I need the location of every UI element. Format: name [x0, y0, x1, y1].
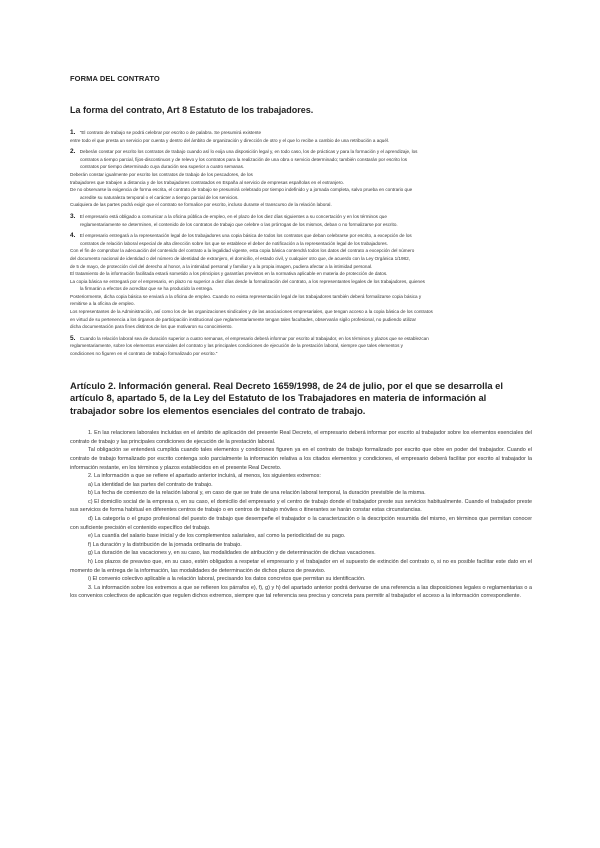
paragraph-4	[70, 232, 532, 240]
paragraph-number: 5.	[70, 334, 76, 342]
paragraph-2	[70, 148, 532, 156]
page-subtitle: La forma del contrato, Art 8 Estatuto de los trabajadores.	[70, 105, 314, 115]
text-line: acredite su naturaleza temporal o el carácter a tiempo parcial de los servicios.	[80, 194, 239, 200]
article-2-paragraph-1b: Tal obligación se entenderá cumplida cuando tales elementos y condiciones figuren ya en el contrato de trabajo formalizado por escrito que obre en poder del trabajador. Cuando el contrato de trabajo formalizado por escrito contenga solo parcialmente la información relativa a los citados elementos y condiciones, el empresario deberá facilitar por escrito al trabajador la información restante, en los términos y plazos establecidos en el presente Real Decreto.	[70, 447, 532, 471]
text-line: De no observarse la exigencia de forma escrita, el contrato de trabajo se presumirá celebrado por tiempo indefinido y a jornada completa, salvo prueba en contrario que	[70, 187, 413, 193]
article-2-paragraph-2: 2. La información a que se refiere el apartado anterior incluirá, al menos, los siguientes extremos:	[88, 473, 321, 480]
list-item-c: c) El domicilio social de la empresa o, en su caso, el domicilio del empresario y el centro de trabajo donde el trabajador preste sus servicios habitualmente. Cuando el trabajador preste sus servicios de forma habitual en diferentes centros de trabajo o en centros de trabajo móviles o itinerantes se harán constar estas circunstancias.	[70, 498, 532, 514]
article-2-paragraph-3: 3. La información sobre los extremos a que se refieren los párrafos e), f), g) y h) del apartado anterior podrá derivarse de una referencia a las disposiciones legales o reglamentarias o a los convenios colectivos de aplicación que regulen dichos extremos, siempre que tal referencia sea precisa y concreta para permitir al trabajador el acceso a la información correspondiente.	[70, 584, 532, 600]
text-line: Con el fin de comprobar la adecuación del contenido del contrato a la legalidad vigente, esta copia básica contendrá todos los datos del contrato a excepción del número	[70, 248, 415, 254]
text-line: Cuando la relación laboral sea de duración superior a cuatro semanas, el empresario deberá informar por escrito al trabajador, en los términos y plazos que se establezcan	[79, 335, 429, 341]
text-line: El empresario está obligado a comunicar a la oficina pública de empleo, en el plazo de los diez días siguientes a su concertación y en los términos que	[79, 213, 387, 219]
article-2-block	[70, 429, 532, 601]
list-item-g: g) La duración de las vacaciones y, en su caso, las modalidades de atribución y de determinación de dichas vacaciones.	[88, 550, 376, 557]
text-line: contratos de relación laboral especial de alta dirección sobre los que se establece el deber de notificación a la representación legal de los trabajadores.	[80, 240, 388, 246]
text-line: condiciones no figuren en el contrato de trabajo formalizado por escrito."	[70, 351, 218, 357]
paragraph-number: 4.	[70, 232, 76, 240]
text-line: contratos por tiempo determinado cuya duración sea superior a cuatro semanas.	[80, 164, 245, 170]
text-line: Posteriormente, dicha copia básica se enviará a la oficina de empleo. Cuando no exista representación legal de los trabajadores también deberá formalizarse copia básica y	[70, 293, 422, 299]
list-item-a: a) La identidad de las partes del contrato de trabajo.	[88, 481, 213, 488]
text-line: de 5 de mayo, de protección civil del derecho al honor, a la intimidad personal y familiar y a la propia imagen, pudiera afectar a la intimidad personal.	[70, 263, 373, 269]
document-page	[70, 74, 532, 601]
list-item-b: b) La fecha de comienzo de la relación laboral y, en caso de que se trate de una relación laboral temporal, la duración previsible de la misma.	[88, 490, 426, 497]
text-line: la firmarán a efectos de acreditar que se ha producido la entrega.	[80, 286, 214, 292]
paragraph-number: 2.	[70, 148, 76, 156]
text-line: trabajadores que trabajen a distancia y de los trabajadores contratados en España al servicio de empresas españolas en el extranjero.	[70, 179, 345, 185]
text-line: reglamentariamente se determinen, el contenido de los contratos de trabajo que celebre o las prórrogas de los mismos, deban o no formalizarse por escrito.	[80, 221, 398, 227]
list-item-i: i) El convenio colectivo aplicable a la relación laboral, precisando los datos concretos que permitan su identificación.	[88, 576, 366, 583]
list-item-h: h) Los plazos de preaviso que, en su caso, estén obligados a respetar el empresario y el trabajador en el supuesto de extinción del contrato o, si no es posible facilitar este dato en el momento de la entrega de la información, las modalidades de determinación de dichos plazos de preaviso.	[70, 559, 532, 574]
page-title: FORMA DEL CONTRATO	[70, 74, 160, 83]
article-2-paragraph-1: 1. En las relaciones laborales incluidas en el ámbito de aplicación del presente Real Decreto, el empresario deberá informar por escrito al trabajador sobre los elementos esenciales del contrato de trabajo y las principales condiciones de ejecución de la prestación laboral.	[70, 430, 532, 445]
text-line: en virtud de su pertenencia a los órganos de participación institucional que reglamentariamente tengan tales facultades, observarán sigilo profesional, no pudiendo utilizar	[70, 316, 417, 322]
text-line: El empresario entregará a la representación legal de los trabajadores una copia básica de todos los contratos que deban celebrarse por escrito, a excepción de los	[79, 233, 412, 239]
list-item-d: d) La categoría o el grupo profesional del puesto de trabajo que desempeñe el trabajador o la caracterización o la descripción resumida del mismo, en términos que permitan conocer con suficiente precisión el contenido específico del trabajo.	[70, 516, 532, 531]
text-line: "El contrato de trabajo se podrá celebrar por escrito o de palabra. Se presumirá existente	[79, 130, 262, 135]
text-line: Cualquiera de las partes podrá exigir que el contrato se formalice por escrito, incluso durante el transcurso de la relación laboral.	[70, 202, 332, 208]
article-2-heading: Artículo 2. Información general. Real Decreto 1659/1998, de 24 de julio, por el que se desarrolla el artículo 8, apartado 5, de la Ley del Estatuto de los Trabajadores en materia de información al trabajador sobre los elementos esenciales del contrato de trabajo.	[70, 379, 503, 416]
text-line: Deberán constar igualmente por escrito los contratos de trabajo de los pescadores, de los	[70, 171, 253, 177]
list-item-f: f) La duración y la distribución de la jornada ordinaria de trabajo.	[88, 541, 242, 548]
text-line: Los representantes de la Administración, así como los de las organizaciones sindicales y de las asociaciones empresariales, que tengan acceso a la copia básica de los contratos	[70, 309, 433, 315]
text-line: El tratamiento de la información facilitada estará sometido a los principios y garantías previstos en la normativa aplicable en materia de protección de datos.	[70, 271, 388, 277]
paragraph-number: 3.	[70, 212, 76, 220]
paragraph-number: 1.	[70, 129, 76, 136]
text-line: remitirse a la oficina de empleo.	[70, 301, 135, 307]
text-line: contratos a tiempo parcial, fijos-discontinuos y de relevo y los contratos para la realización de una obra o servicio determinado; también constarán por escrito los	[80, 156, 408, 162]
list-item-e: e) La cuantía del salario base inicial y de los complementos salariales, así como la periodicidad de su pago.	[88, 533, 346, 540]
text-line: Deberán constar por escrito los contratos de trabajo cuando así lo exija una disposición legal y, en todo caso, los de prácticas y para la formación y el aprendizaje, los	[79, 149, 418, 155]
text-line: entre todo el que presta un servicio por cuenta y dentro del ámbito de organización y dirección de otro y el que lo recibe a cambio de una retribución a aquél.	[70, 137, 390, 143]
paragraph-1	[70, 129, 532, 137]
paragraph-5	[70, 335, 532, 343]
article-8-block	[70, 129, 532, 358]
text-line: reglamentariamente, sobre los elementos esenciales del contrato y las principales condiciones de ejecución de la prestación laboral, siempre que tales elementos y	[70, 343, 403, 349]
text-line: dicha documentación para fines distintos de los que motivaron su conocimiento.	[70, 324, 233, 330]
text-line: La copia básica se entregará por el empresario, en plazo no superior a diez días desde la formalización del contrato, a los representantes legales de los trabajadores, quienes	[70, 278, 425, 284]
text-line: del documento nacional de identidad o del número de identidad de extranjero, el domicilio, el estado civil, y cualquier otro que, de acuerdo con la Ley Orgánica 1/1982,	[70, 255, 410, 261]
paragraph-3	[70, 213, 532, 221]
